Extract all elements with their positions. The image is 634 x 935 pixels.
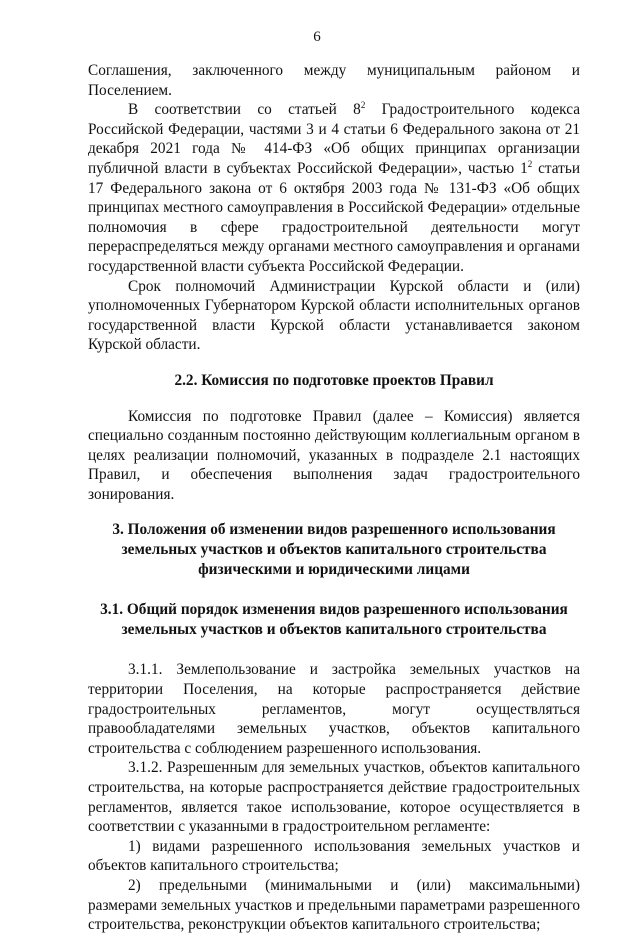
paragraph-redistribution-text-3: статьи 17 Федерального закона от 6 октября 2003 года № 131-ФЗ «Об общих принципах местного самоуправления в Российской Федерации» отдельные полномочия в сфере градостроительной деятельности могут перераспределяться между органами местного самоуправления и органами государственной власти субъекта Российской Федерации.	[88, 159, 580, 275]
list-item-2: 2) предельными (минимальными и (или) максимальными) размерами земельных участков и предельными параметрами разрешенного строительства, реконструкции объектов капитального строительства;	[88, 876, 580, 934]
list-item-1: 1) видами разрешенного использования земельных участков и объектов капитального строительства;	[88, 837, 580, 875]
superscript-marker: 2	[360, 100, 366, 111]
heading-3: 3. Положения об изменении видов разрешенного использования земельных участков и объектов капитального строительства физическими и юридическими лицами	[112, 521, 556, 578]
paragraph-commission: Комиссия по подготовке Правил (далее – Комиссия) является специально созданным постоянно действующим коллегиальным органом в целях реализации полномочий, указанных в подразделе 2.1 настоящих Правил, и обеспечения выполнения задач градостроительного зонирования.	[88, 407, 580, 503]
paragraph-redistribution-text-1: В соответствии со статьей 8	[128, 101, 361, 119]
paragraph-agreement: Соглашения, заключенного между муниципальным районом и Поселением.	[88, 62, 580, 99]
superscript-marker: 2	[527, 158, 533, 169]
paragraph-redistribution	[88, 100, 580, 276]
paragraph-3-1-1: 3.1.1. Землепользование и застройка земельных участков на территории Поселения, на которые распространяется действие градостроительных регламентов, могут осуществляться правообладателями земельных участков, объектов капитального строительства с соблюдением разрешенного использования.	[88, 661, 580, 757]
document-body	[88, 61, 580, 935]
paragraph-term-of-powers: Срок полномочий Администрации Курской области и (или) уполномоченных Губернатором Курской области исполнительных органов государственной власти Курской области устанавливается законом Курской области.	[88, 277, 580, 354]
paragraph-3-1-2: 3.1.2. Разрешенным для земельных участков, объектов капитального строительства, на которые распространяется действие градостроительных регламентов, является такое использование, которое осуществляется в соответствии с указанными в градостроительном регламенте:	[88, 759, 580, 836]
heading-3-1: 3.1. Общий порядок изменения видов разрешенного использования земельных участков и объектов капитального строительства	[100, 601, 568, 638]
page-number: 6	[313, 29, 321, 45]
paragraph-redistribution-text-2: Градостроительного кодекса Российской Федерации, частями 3 и 4 статьи 6 Федерального закона от 21 декабря 2021 года № 414-ФЗ «Об общих принципах организации публичной власти в субъектах Российской Федерации», частью 1	[88, 101, 580, 177]
heading-2-2: 2.2. Комиссия по подготовке проектов Правил	[174, 371, 494, 389]
